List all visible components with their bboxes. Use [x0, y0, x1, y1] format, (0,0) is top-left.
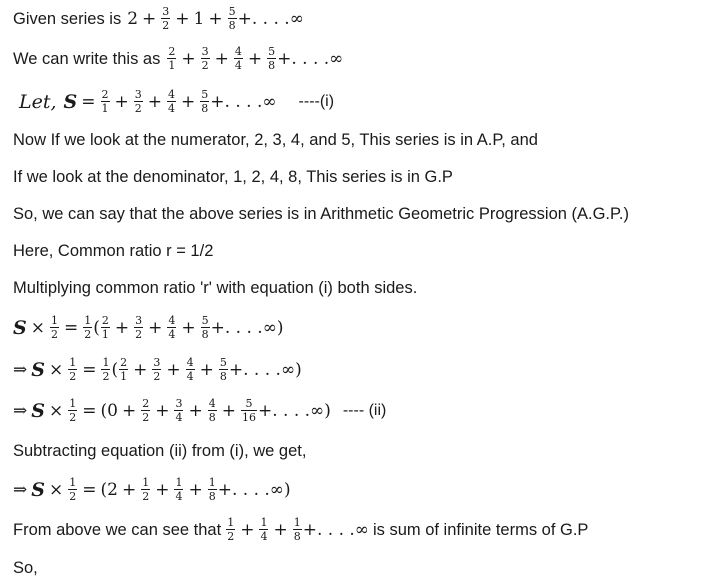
- implies-arrow: ⇒: [13, 400, 28, 421]
- fraction: [167, 89, 176, 114]
- times-sign: ×: [48, 359, 64, 380]
- let-s-equation: [19, 89, 334, 114]
- denominator: 2: [227, 530, 235, 543]
- implies-arrow: ⇒: [13, 479, 28, 500]
- let-s-expression: [19, 89, 277, 114]
- right-paren: ): [324, 400, 331, 421]
- fraction: [228, 6, 237, 31]
- numerator: 1: [293, 516, 301, 529]
- numerator: 1: [142, 476, 150, 489]
- fraction: [208, 477, 217, 502]
- denominator: 4: [168, 102, 176, 115]
- plus-sign: +: [199, 359, 214, 380]
- gp-observation-line: [13, 517, 588, 542]
- multiply-instruction: Multiplying common ratio 'r' with equation (i) both sides.: [13, 279, 418, 297]
- denominator: 2: [50, 328, 58, 341]
- variable-s: S: [31, 478, 45, 501]
- fraction: [101, 357, 110, 382]
- rewrite-label: We can write this as: [13, 49, 161, 68]
- plus-sign: +: [208, 8, 223, 29]
- s-times-r-equation-1: [13, 315, 284, 340]
- plus-sign: +: [221, 400, 236, 421]
- denominator: 4: [168, 328, 176, 341]
- numerator: 4: [168, 88, 176, 101]
- ellipsis: +. . . .: [277, 48, 330, 69]
- numerator: 4: [234, 45, 242, 58]
- denominator: 1: [101, 328, 109, 341]
- common-ratio-line: Here, Common ratio r = 1/2: [13, 242, 214, 260]
- numerator: 4: [186, 356, 194, 369]
- term: 0: [107, 400, 118, 421]
- s-times-r-equation-2: [13, 357, 302, 382]
- denominator: 8: [201, 102, 209, 115]
- numerator: 5: [219, 356, 227, 369]
- given-series-line: [13, 6, 304, 31]
- fraction: [259, 517, 268, 542]
- plus-sign: +: [147, 91, 163, 112]
- ellipsis: +. . . .: [237, 8, 290, 29]
- numerator: 3: [201, 45, 209, 58]
- plus-sign: +: [133, 359, 148, 380]
- s-times-r-equation-ii: [13, 398, 386, 423]
- gp-observation-prefix: From above we can see that: [13, 520, 222, 539]
- right-paren: ): [295, 359, 302, 380]
- numerator: 2: [101, 314, 109, 327]
- given-series-label: Given series is: [13, 9, 122, 28]
- fraction: [226, 517, 235, 542]
- denominator: 1: [120, 370, 128, 383]
- plus-sign: +: [247, 48, 263, 69]
- fraction: [234, 46, 243, 71]
- ellipsis: +. . . .: [210, 317, 263, 338]
- denominator: 2: [142, 411, 150, 424]
- plus-sign: +: [114, 91, 129, 112]
- denominator: 2: [69, 411, 77, 424]
- denominator: 2: [201, 59, 209, 72]
- denominator: 2: [69, 370, 77, 383]
- s-times-r-expression-1: [13, 315, 284, 340]
- denominator: 16: [241, 411, 256, 424]
- fraction: [68, 398, 77, 423]
- numerator: 5: [245, 397, 253, 410]
- fraction: [174, 398, 183, 423]
- denominator: 8: [219, 370, 227, 383]
- infinity-symbol: ∞: [329, 48, 344, 69]
- numerator: 5: [201, 88, 209, 101]
- infinity-symbol: ∞: [269, 479, 284, 500]
- left-paren: (: [100, 479, 108, 500]
- numerator: 2: [101, 88, 109, 101]
- term: 1: [193, 8, 205, 29]
- denominator: 1: [168, 59, 176, 72]
- numerator: 1: [208, 476, 216, 489]
- fraction: [219, 357, 228, 382]
- denominator: 2: [134, 102, 142, 115]
- fraction: [152, 357, 161, 382]
- equation-tag-i: ----(i): [298, 92, 335, 110]
- difference-equation: [13, 477, 291, 502]
- rewrite-line: [13, 46, 343, 71]
- fraction: [68, 357, 77, 382]
- plus-sign: +: [188, 479, 203, 500]
- denominator: 8: [201, 328, 209, 341]
- numerator-observation: Now If we look at the numerator, 2, 3, 4, and 5, This series is in A.P, and: [13, 131, 538, 149]
- plus-sign: +: [181, 48, 196, 69]
- fraction: [201, 46, 210, 71]
- variable-s: S: [13, 316, 27, 339]
- given-series-expression: [127, 6, 304, 31]
- plus-sign: +: [114, 317, 130, 338]
- denominator: 8: [208, 411, 216, 424]
- plus-sign: +: [148, 317, 163, 338]
- fraction: [208, 398, 217, 423]
- gp-expression: [225, 517, 369, 542]
- fraction: [161, 6, 170, 31]
- equation-tag-ii: ---- (ii): [342, 401, 387, 419]
- equals-sign: =: [81, 91, 96, 112]
- gp-observation-suffix: is sum of infinite terms of G.P: [372, 520, 589, 539]
- ellipsis: +. . . .: [217, 479, 270, 500]
- equals-sign: =: [82, 400, 97, 421]
- denominator: 4: [234, 59, 242, 72]
- fraction: [119, 357, 128, 382]
- numerator: 5: [201, 314, 209, 327]
- denominator: 2: [142, 490, 150, 503]
- plus-sign: +: [240, 519, 255, 540]
- variable-s: S: [31, 399, 45, 422]
- numerator: 3: [134, 88, 142, 101]
- plus-sign: +: [155, 400, 170, 421]
- plus-sign: +: [181, 317, 196, 338]
- denominator: 1: [101, 102, 109, 115]
- plus-sign: +: [181, 91, 196, 112]
- plus-sign: +: [188, 400, 203, 421]
- numerator: 1: [69, 476, 77, 489]
- numerator: 2: [142, 397, 150, 410]
- plus-sign: +: [214, 48, 229, 69]
- plus-sign: +: [273, 519, 288, 540]
- fraction: [293, 517, 302, 542]
- let-label: Let,: [19, 90, 57, 113]
- numerator: 1: [260, 516, 268, 529]
- denominator: 4: [260, 530, 268, 543]
- denominator: 8: [208, 490, 216, 503]
- plus-sign: +: [155, 479, 170, 500]
- denominator: 4: [175, 490, 183, 503]
- fraction: [267, 46, 276, 71]
- fraction: [186, 357, 195, 382]
- fraction: [134, 89, 143, 114]
- plus-sign: +: [142, 8, 157, 29]
- equals-sign: =: [82, 359, 97, 380]
- numerator: 1: [84, 314, 92, 327]
- s-times-r-expression-ii: [13, 398, 331, 423]
- numerator: 5: [268, 45, 276, 58]
- fraction: [50, 315, 59, 340]
- infinity-symbol: ∞: [354, 519, 369, 540]
- ellipsis: +. . . .: [210, 91, 263, 112]
- plus-sign: +: [166, 359, 181, 380]
- denominator: 4: [175, 411, 183, 424]
- fraction: [101, 89, 110, 114]
- numerator: 3: [153, 356, 161, 369]
- numerator: 1: [102, 356, 110, 369]
- denominator: 8: [268, 59, 276, 72]
- denominator: 2: [162, 19, 170, 32]
- numerator: 2: [168, 45, 176, 58]
- infinity-symbol: ∞: [262, 91, 277, 112]
- times-sign: ×: [48, 400, 64, 421]
- infinity-symbol: ∞: [310, 400, 325, 421]
- subtract-instruction: Subtracting equation (ii) from (i), we get,: [13, 442, 307, 460]
- fraction: [101, 315, 110, 340]
- term: 2: [127, 8, 139, 29]
- plus-sign: +: [121, 400, 137, 421]
- s-times-r-expression-2: [13, 357, 302, 382]
- times-sign: ×: [30, 317, 45, 338]
- left-paren: (: [100, 400, 108, 421]
- infinity-symbol: ∞: [280, 359, 296, 380]
- variable-s: S: [31, 358, 45, 381]
- ellipsis: +. . . .: [257, 400, 311, 421]
- equals-sign: =: [82, 479, 97, 500]
- plus-sign: +: [121, 479, 137, 500]
- numerator: 3: [135, 314, 143, 327]
- denominator: 2: [102, 370, 110, 383]
- numerator: 1: [69, 356, 77, 369]
- numerator: 1: [50, 314, 58, 327]
- plus-sign: +: [175, 8, 190, 29]
- numerator: 1: [227, 516, 235, 529]
- denominator: 2: [135, 328, 143, 341]
- times-sign: ×: [48, 479, 64, 500]
- denominator-observation: If we look at the denominator, 1, 2, 4, 8, This series is in G.P: [13, 168, 453, 186]
- fraction: [167, 315, 176, 340]
- difference-expression: [13, 477, 291, 502]
- fraction: [200, 89, 209, 114]
- numerator: 1: [175, 476, 183, 489]
- fraction: [68, 477, 77, 502]
- right-paren: ): [283, 479, 291, 500]
- fraction: [201, 315, 210, 340]
- right-paren: ): [276, 317, 284, 338]
- denominator: 8: [228, 19, 236, 32]
- ellipsis: +. . . .: [228, 359, 281, 380]
- numerator: 4: [168, 314, 176, 327]
- denominator: 4: [186, 370, 194, 383]
- ellipsis: +. . . .: [302, 519, 355, 540]
- denominator: 2: [84, 328, 92, 341]
- numerator: 4: [208, 397, 216, 410]
- fraction: [241, 398, 257, 423]
- left-paren: (: [111, 359, 119, 380]
- denominator: 2: [69, 490, 77, 503]
- infinity-symbol: ∞: [262, 317, 277, 338]
- fraction: [174, 477, 183, 502]
- fraction: [167, 46, 176, 71]
- numerator: 3: [175, 397, 183, 410]
- implies-arrow: ⇒: [13, 359, 28, 380]
- numerator: 5: [228, 5, 236, 18]
- fraction: [83, 315, 92, 340]
- denominator: 8: [293, 530, 301, 543]
- rewrite-expression: [166, 46, 343, 71]
- term: 2: [107, 479, 118, 500]
- agp-conclusion: So, we can say that the above series is in Arithmetic Geometric Progression (A.G.P.): [13, 205, 629, 223]
- infinity-symbol: ∞: [289, 8, 304, 29]
- left-paren: (: [93, 317, 100, 338]
- numerator: 2: [120, 356, 128, 369]
- variable-s: S: [63, 90, 78, 113]
- equals-sign: =: [63, 317, 79, 338]
- fraction: [141, 398, 150, 423]
- so-line: So,: [13, 559, 38, 577]
- fraction: [141, 477, 150, 502]
- numerator: 3: [162, 5, 170, 18]
- fraction: [134, 315, 143, 340]
- numerator: 1: [69, 397, 77, 410]
- denominator: 2: [153, 370, 161, 383]
